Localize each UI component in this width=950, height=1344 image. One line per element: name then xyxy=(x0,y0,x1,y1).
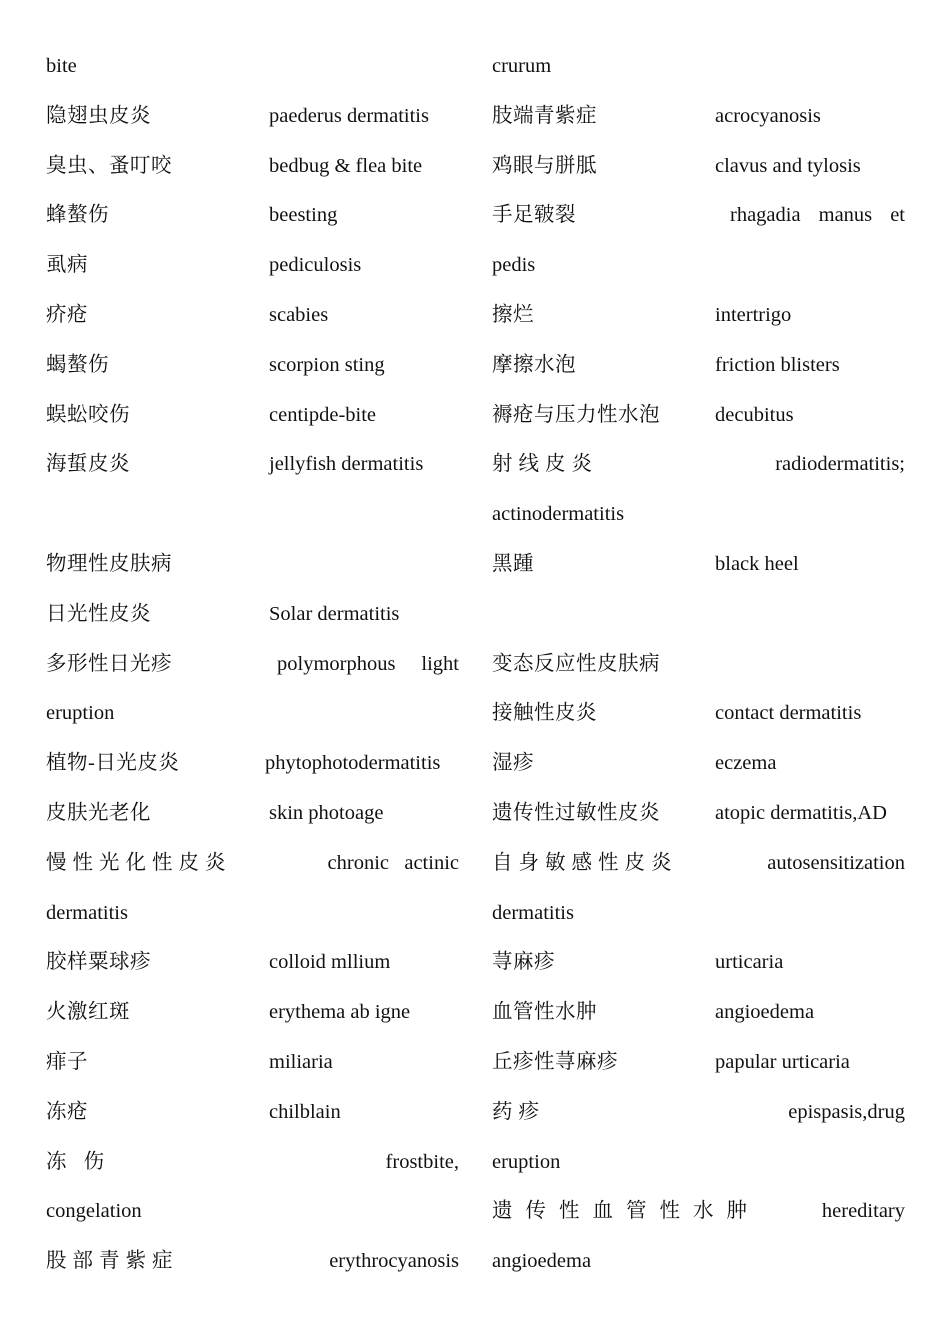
term-chinese: 蝎螯伤 xyxy=(46,353,109,376)
term-english: epispasis,drug xyxy=(788,1100,905,1123)
term-english: eczema xyxy=(715,752,777,775)
term-chinese: 慢性光化性皮炎 xyxy=(46,851,232,874)
glossary-line xyxy=(46,1038,459,1088)
term-english: intertrigo xyxy=(715,303,792,326)
glossary-line xyxy=(46,590,459,640)
glossary-line xyxy=(492,341,905,391)
term-english: Solar dermatitis xyxy=(269,602,400,625)
term-english: jellyfish dermatitis xyxy=(269,453,424,476)
term-english: autosensitization xyxy=(767,851,905,874)
glossary-line xyxy=(492,142,905,192)
glossary-line xyxy=(46,142,459,192)
glossary-line xyxy=(492,739,905,789)
term-chinese: 接触性皮炎 xyxy=(492,702,597,725)
term-chinese: 股部青紫症 xyxy=(46,1250,179,1273)
term-english: dermatitis xyxy=(492,901,574,924)
term-chinese: 植物-日光皮炎 xyxy=(46,752,180,775)
glossary-line xyxy=(492,689,905,739)
glossary-line xyxy=(492,1237,905,1287)
term-chinese: 火激红斑 xyxy=(46,1001,130,1024)
term-chinese: 荨麻疹 xyxy=(492,951,555,974)
term-chinese: 臭虫、蚤叮咬 xyxy=(46,154,172,177)
term-chinese: 多形性日光疹 xyxy=(46,652,172,675)
term-chinese: 隐翅虫皮炎 xyxy=(46,104,151,127)
term-english: actinodermatitis xyxy=(492,503,625,526)
term-english: beesting xyxy=(269,204,338,227)
term-english: eruption xyxy=(46,702,115,725)
term-chinese: 肢端青紫症 xyxy=(492,104,597,127)
term-english: acrocyanosis xyxy=(715,104,821,127)
glossary-line xyxy=(46,291,459,341)
term-chinese: 蜂螯伤 xyxy=(46,204,109,227)
glossary-line xyxy=(46,739,459,789)
glossary-line xyxy=(46,391,459,441)
glossary-line xyxy=(46,1138,459,1188)
glossary-line xyxy=(492,291,905,341)
term-chinese: 射线皮炎 xyxy=(492,453,598,476)
term-english: eruption xyxy=(492,1150,561,1173)
term-chinese: 遗传性血管性水肿 xyxy=(492,1200,760,1223)
term-english: atopic dermatitis,AD xyxy=(715,801,887,824)
glossary-line xyxy=(492,1138,905,1188)
glossary-line xyxy=(492,440,905,490)
term-chinese: 自身敏感性皮炎 xyxy=(492,851,678,874)
term-chinese: 日光性皮炎 xyxy=(46,602,151,625)
glossary-line xyxy=(46,889,459,939)
term-english: chronic actinic xyxy=(327,851,459,874)
glossary-line xyxy=(46,42,459,92)
term-english: decubitus xyxy=(715,403,794,426)
blank-line xyxy=(46,490,459,540)
term-english: clavus and tylosis xyxy=(715,154,861,177)
glossary-line xyxy=(492,988,905,1038)
term-english: phytophotodermatitis xyxy=(265,752,441,775)
glossary-line xyxy=(492,490,905,540)
term-chinese: 血管性水肿 xyxy=(492,1001,597,1024)
term-chinese: 海蜇皮炎 xyxy=(46,453,130,476)
term-english: rhagadia manus et xyxy=(730,204,905,227)
glossary-line xyxy=(492,1038,905,1088)
term-english: pedis xyxy=(492,254,536,277)
term-english: dermatitis xyxy=(46,901,128,924)
term-english: skin photoage xyxy=(269,801,384,824)
term-english: chilblain xyxy=(269,1100,341,1123)
term-english: urticaria xyxy=(715,951,784,974)
section-heading xyxy=(492,640,905,690)
term-english: polymorphous light xyxy=(277,652,459,675)
glossary-line xyxy=(492,540,905,590)
term-chinese: 冻 伤 xyxy=(46,1150,111,1173)
term-chinese: 湿疹 xyxy=(492,752,534,775)
term-english: centipde-bite xyxy=(269,403,377,426)
glossary-line xyxy=(492,92,905,142)
glossary-line xyxy=(492,889,905,939)
term-chinese: 丘疹性荨麻疹 xyxy=(492,1050,618,1073)
right-column xyxy=(492,42,905,1287)
term-english: friction blisters xyxy=(715,353,840,376)
term-chinese: 胶样粟球疹 xyxy=(46,951,151,974)
section-heading-text: 变态反应性皮肤病 xyxy=(492,652,660,675)
glossary-line xyxy=(492,241,905,291)
glossary-line xyxy=(46,640,459,690)
term-chinese: 黑踵 xyxy=(492,552,534,575)
term-chinese: 鸡眼与胼胝 xyxy=(492,154,597,177)
term-english: angioedema xyxy=(492,1250,592,1273)
glossary-line xyxy=(46,341,459,391)
term-english: frostbite, xyxy=(385,1150,459,1173)
glossary-line xyxy=(46,1088,459,1138)
term-english: hereditary xyxy=(821,1200,905,1223)
glossary-line xyxy=(492,191,905,241)
term-english: black heel xyxy=(715,552,799,575)
term-chinese: 痱子 xyxy=(46,1050,88,1073)
term-english: bite xyxy=(46,55,77,77)
term-chinese: 摩擦水泡 xyxy=(492,353,576,376)
glossary-line xyxy=(46,689,459,739)
term-english: scorpion sting xyxy=(269,353,385,376)
term-chinese: 虱病 xyxy=(46,254,88,277)
glossary-line xyxy=(492,42,905,92)
glossary-line xyxy=(492,1187,905,1237)
glossary-line xyxy=(46,938,459,988)
term-english: congelation xyxy=(46,1200,142,1223)
term-english: contact dermatitis xyxy=(715,702,862,725)
glossary-line xyxy=(492,789,905,839)
blank-line xyxy=(492,590,905,640)
glossary-line xyxy=(46,839,459,889)
section-heading xyxy=(46,540,459,590)
term-english: crurum xyxy=(492,55,552,77)
glossary-line xyxy=(46,241,459,291)
glossary-line xyxy=(492,1088,905,1138)
glossary-line xyxy=(492,938,905,988)
term-chinese: 疥疮 xyxy=(46,303,88,326)
glossary-line xyxy=(46,440,459,490)
term-chinese: 遗传性过敏性皮炎 xyxy=(492,801,660,824)
term-english: angioedema xyxy=(715,1001,815,1024)
term-english: bedbug & flea bite xyxy=(269,154,423,177)
term-chinese: 冻疮 xyxy=(46,1100,88,1123)
glossary-line xyxy=(492,391,905,441)
left-column xyxy=(46,42,459,1287)
term-english: pediculosis xyxy=(269,254,362,277)
term-chinese: 手足皲裂 xyxy=(492,204,576,227)
term-chinese: 皮肤光老化 xyxy=(46,801,151,824)
glossary-line xyxy=(492,839,905,889)
glossary-line xyxy=(46,191,459,241)
term-english: radiodermatitis; xyxy=(775,453,905,476)
term-english: miliaria xyxy=(269,1050,333,1073)
term-english: scabies xyxy=(269,303,329,326)
term-english: erythrocyanosis xyxy=(329,1250,459,1273)
term-chinese: 褥疮与压力性水泡 xyxy=(492,403,660,426)
term-english: erythema ab igne xyxy=(269,1001,411,1024)
glossary-line xyxy=(46,92,459,142)
glossary-line xyxy=(46,1187,459,1237)
glossary-line xyxy=(46,789,459,839)
term-english: paederus dermatitis xyxy=(269,104,429,127)
term-english: papular urticaria xyxy=(715,1050,850,1073)
term-chinese: 擦烂 xyxy=(492,303,534,326)
term-english: colloid mllium xyxy=(269,951,391,974)
term-chinese: 药疹 xyxy=(492,1100,545,1123)
glossary-line xyxy=(46,1237,459,1287)
glossary-line xyxy=(46,988,459,1038)
term-chinese: 蜈蚣咬伤 xyxy=(46,403,130,426)
section-heading-text: 物理性皮肤病 xyxy=(46,552,172,575)
